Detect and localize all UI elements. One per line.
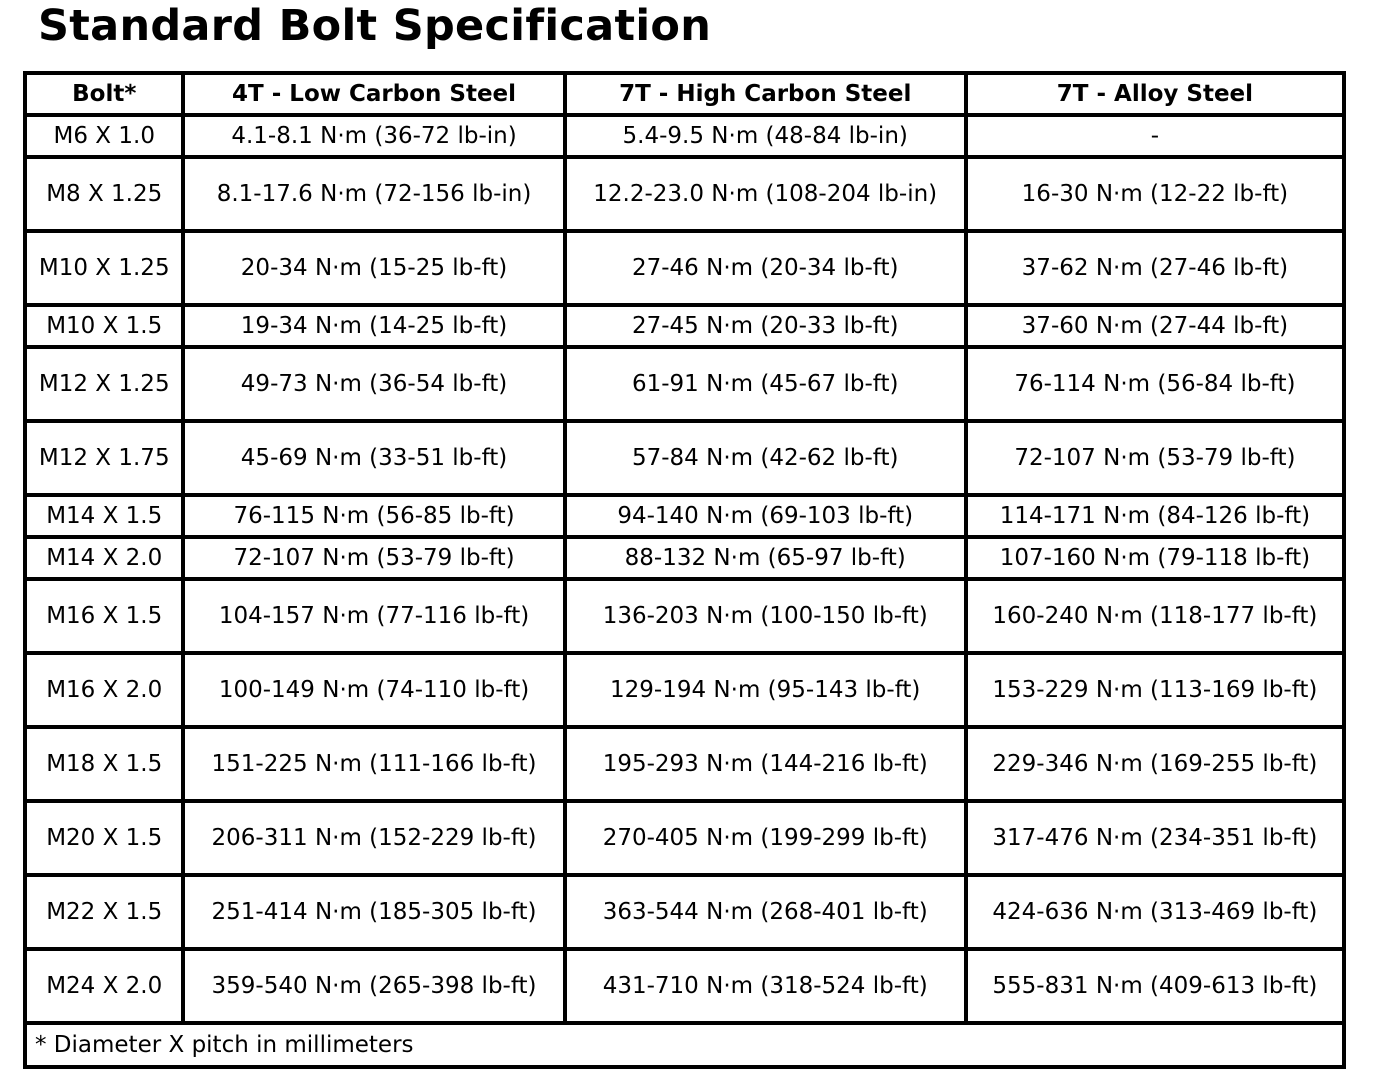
torque-cell: 151-225 N·m (111-166 lb-ft): [183, 727, 564, 801]
torque-cell: 20-34 N·m (15-25 lb-ft): [183, 231, 564, 305]
torque-cell: 107-160 N·m (79-118 lb-ft): [966, 537, 1344, 579]
bolt-size-cell: M10 X 1.5: [25, 305, 183, 347]
bolt-size-cell: M22 X 1.5: [25, 875, 183, 949]
bolt-size-cell: M18 X 1.5: [25, 727, 183, 801]
torque-cell: 76-115 N·m (56-85 lb-ft): [183, 495, 564, 537]
header-bolt: Bolt*: [25, 73, 183, 115]
torque-cell: 61-91 N·m (45-67 lb-ft): [565, 347, 966, 421]
torque-cell: 27-45 N·m (20-33 lb-ft): [565, 305, 966, 347]
bolt-size-cell: M16 X 2.0: [25, 653, 183, 727]
torque-cell: 206-311 N·m (152-229 lb-ft): [183, 801, 564, 875]
table-row: [25, 421, 1344, 495]
torque-cell: 27-46 N·m (20-34 lb-ft): [565, 231, 966, 305]
footnote-row: [25, 1023, 1344, 1067]
table-row: [25, 653, 1344, 727]
torque-cell: 431-710 N·m (318-524 lb-ft): [565, 949, 966, 1023]
torque-cell: 153-229 N·m (113-169 lb-ft): [966, 653, 1344, 727]
torque-cell: 76-114 N·m (56-84 lb-ft): [966, 347, 1344, 421]
torque-cell: 4.1-8.1 N·m (36-72 lb-in): [183, 115, 564, 157]
torque-cell: 317-476 N·m (234-351 lb-ft): [966, 801, 1344, 875]
torque-cell: 229-346 N·m (169-255 lb-ft): [966, 727, 1344, 801]
torque-cell: 12.2-23.0 N·m (108-204 lb-in): [565, 157, 966, 231]
torque-cell: 136-203 N·m (100-150 lb-ft): [565, 579, 966, 653]
torque-cell: 424-636 N·m (313-469 lb-ft): [966, 875, 1344, 949]
bolt-size-cell: M12 X 1.25: [25, 347, 183, 421]
torque-cell: 270-405 N·m (199-299 lb-ft): [565, 801, 966, 875]
bolt-size-cell: M16 X 1.5: [25, 579, 183, 653]
torque-cell: 94-140 N·m (69-103 lb-ft): [565, 495, 966, 537]
bolt-size-cell: M24 X 2.0: [25, 949, 183, 1023]
bolt-size-cell: M14 X 1.5: [25, 495, 183, 537]
table-row: [25, 495, 1344, 537]
table-header-row: [25, 73, 1344, 115]
page-title: Standard Bolt Specification: [38, 1, 712, 51]
header-7t-alloy-steel: 7T - Alloy Steel: [966, 73, 1344, 115]
table-row: [25, 305, 1344, 347]
header-7t-high-carbon-steel: 7T - High Carbon Steel: [565, 73, 966, 115]
torque-cell: 49-73 N·m (36-54 lb-ft): [183, 347, 564, 421]
torque-cell: 88-132 N·m (65-97 lb-ft): [565, 537, 966, 579]
table-row: [25, 537, 1344, 579]
table-row: [25, 727, 1344, 801]
torque-cell: -: [966, 115, 1344, 157]
bolt-size-cell: M12 X 1.75: [25, 421, 183, 495]
table-row: [25, 157, 1344, 231]
torque-cell: 8.1-17.6 N·m (72-156 lb-in): [183, 157, 564, 231]
torque-cell: 37-60 N·m (27-44 lb-ft): [966, 305, 1344, 347]
table-row: [25, 115, 1344, 157]
bolt-size-cell: M8 X 1.25: [25, 157, 183, 231]
bolt-size-cell: M10 X 1.25: [25, 231, 183, 305]
torque-cell: 359-540 N·m (265-398 lb-ft): [183, 949, 564, 1023]
table-row: [25, 231, 1344, 305]
table-row: [25, 579, 1344, 653]
torque-cell: 104-157 N·m (77-116 lb-ft): [183, 579, 564, 653]
torque-cell: 100-149 N·m (74-110 lb-ft): [183, 653, 564, 727]
torque-cell: 72-107 N·m (53-79 lb-ft): [966, 421, 1344, 495]
table-row: [25, 875, 1344, 949]
bolt-size-cell: M14 X 2.0: [25, 537, 183, 579]
bolt-size-cell: M20 X 1.5: [25, 801, 183, 875]
bolt-spec-table: [23, 71, 1346, 1069]
torque-cell: 57-84 N·m (42-62 lb-ft): [565, 421, 966, 495]
torque-cell: 37-62 N·m (27-46 lb-ft): [966, 231, 1344, 305]
torque-cell: 363-544 N·m (268-401 lb-ft): [565, 875, 966, 949]
torque-cell: 72-107 N·m (53-79 lb-ft): [183, 537, 564, 579]
table-row: [25, 347, 1344, 421]
footnote: * Diameter X pitch in millimeters: [25, 1023, 1344, 1067]
torque-cell: 160-240 N·m (118-177 lb-ft): [966, 579, 1344, 653]
torque-cell: 251-414 N·m (185-305 lb-ft): [183, 875, 564, 949]
torque-cell: 19-34 N·m (14-25 lb-ft): [183, 305, 564, 347]
table-row: [25, 949, 1344, 1023]
torque-cell: 45-69 N·m (33-51 lb-ft): [183, 421, 564, 495]
torque-cell: 129-194 N·m (95-143 lb-ft): [565, 653, 966, 727]
table-row: [25, 801, 1344, 875]
torque-cell: 5.4-9.5 N·m (48-84 lb-in): [565, 115, 966, 157]
bolt-size-cell: M6 X 1.0: [25, 115, 183, 157]
torque-cell: 195-293 N·m (144-216 lb-ft): [565, 727, 966, 801]
torque-cell: 16-30 N·m (12-22 lb-ft): [966, 157, 1344, 231]
header-4t-low-carbon-steel: 4T - Low Carbon Steel: [183, 73, 564, 115]
torque-cell: 114-171 N·m (84-126 lb-ft): [966, 495, 1344, 537]
torque-cell: 555-831 N·m (409-613 lb-ft): [966, 949, 1344, 1023]
